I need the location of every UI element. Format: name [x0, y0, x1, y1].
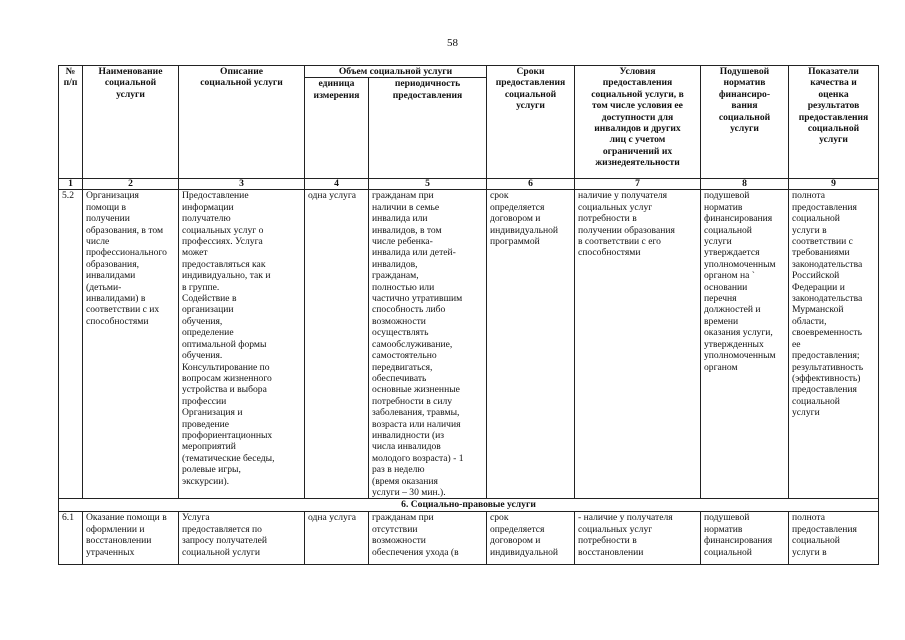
volume-periodicity: гражданам при отсутствии возможности обеспечения ухода (в: [372, 512, 459, 558]
service-terms: срок определяется договором и индивидуальной программой: [487, 190, 575, 499]
header-volume: Объем социальной услуги: [305, 66, 487, 78]
header-conditions: Условия предоставления социальной услуги, в том числе условия ее доступности для инвалидов и других лиц с учетом ограничений их жизнедеятельности: [575, 66, 701, 179]
header-indicators: Показатели качества и оценка результатов предоставления социальной услуги: [789, 66, 879, 179]
financing-norm: подушевой норматив финансирования социальной услуги утверждается уполномоченным органом на ` основании перечня должностей и времени оказания услуги, утвержденных уполномоченным органом: [701, 190, 789, 499]
header-periodicity: периодичность предоставления: [369, 78, 487, 179]
column-number: 9: [789, 179, 879, 190]
quality-indicators: полнота предоставления социальной услуги в: [792, 512, 857, 558]
service-name: Оказание помощи в оформлении и восстановлении утраченных: [86, 512, 167, 558]
section-title: 6. Социально-правовые услуги: [59, 499, 879, 512]
header-terms: Сроки предоставления социальной услуги: [487, 66, 575, 179]
table-row: [59, 190, 879, 499]
volume-unit: одна услуга: [308, 512, 357, 524]
column-number: 1: [59, 179, 83, 190]
volume-unit: одна услуга: [305, 190, 369, 499]
service-description: Услуга предоставляется по запросу получателей социальной услуги: [182, 512, 268, 558]
header-norm: Подушевой норматив финансиро- вания социальной услуги: [701, 66, 789, 179]
column-number: 5: [369, 179, 487, 190]
service-name: Организация помощи в получении образования, в том числе профессионального образования, инвалидами (детьми- инвалидами) в соответствии с их способностями: [83, 190, 179, 499]
page-number: 58: [447, 37, 458, 49]
service-conditions: - наличие у получателя социальных услуг потребности в восстановлении: [578, 512, 673, 558]
header-row: [59, 66, 879, 78]
header-unit: единица измерения: [305, 78, 369, 179]
service-description: Предоставление информации получателю социальных услуг о профессиях. Услуга может предоставляться как индивидуально, так и в группе. Содействие в организации обучения, определение оптимальной формы обучения. Консультирование по вопросам жизненного устройства и выбора профессии Организация и проведение профориентационных мероприятий (тематические беседы, ролевые игры, экскурсии).: [179, 190, 305, 499]
column-number: 6: [487, 179, 575, 190]
column-number: 3: [179, 179, 305, 190]
column-number: 7: [575, 179, 701, 190]
row-num: 6.1: [62, 512, 74, 524]
column-number: 2: [83, 179, 179, 190]
table-row: [59, 512, 879, 565]
column-number-row: [59, 179, 879, 190]
service-conditions: наличие у получателя социальных услуг потребности в получении образования в соответствии с его способностями: [575, 190, 701, 499]
quality-indicators: полнота предоставления социальной услуги в соответствии с требованиями законодательства Российской Федерации и законодательства Мурманской области, своевременность ее предоставления; результативность (эффективность) предоставления социальной услуги: [789, 190, 879, 499]
header-name: Наименование социальной услуги: [83, 66, 179, 179]
header-num: № п/п: [59, 66, 83, 179]
header-description: Описание социальной услуги: [179, 66, 305, 179]
row-num: 5.2: [59, 190, 83, 499]
column-number: 8: [701, 179, 789, 190]
column-number: 4: [305, 179, 369, 190]
service-terms: срок определяется договором и индивидуальной: [490, 512, 559, 558]
volume-periodicity: гражданам при наличии в семье инвалида или инвалидов, в том числе ребенка- инвалида или детей- инвалидов, гражданам, полностью или частично утратившим способность либо возможности осуществлять самообслуживание, самостоятельно передвигаться, обеспечивать основные жизненные потребности в силу заболевания, травмы, возраста или наличия инвалидности (из числа инвалидов молодого возраста) - 1 раз в неделю (время оказания услуги – 30 мин.).: [369, 190, 487, 499]
social-services-table: [58, 65, 879, 565]
financing-norm: подушевой норматив финансирования социальной: [704, 512, 773, 558]
section-row: [59, 499, 879, 512]
